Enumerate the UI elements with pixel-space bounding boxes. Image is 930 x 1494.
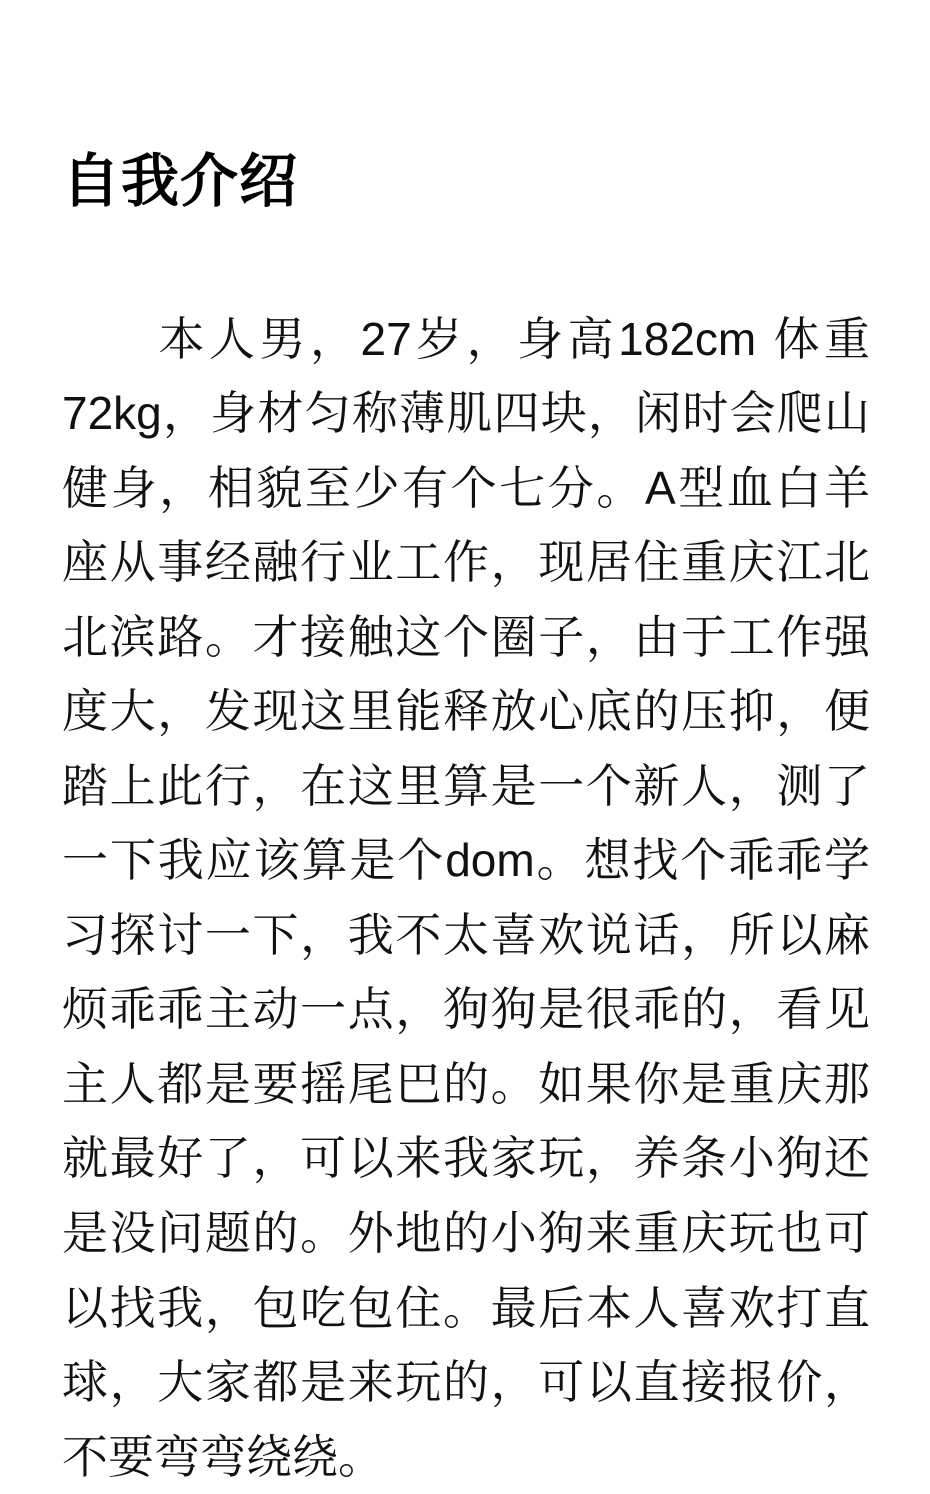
paragraph-text: 本人男，27岁，身高182cm 体重72kg，身材匀称薄肌四块，闲时会爬山健身，相貌至少有个七分。A型血白羊座从事经融行业工作，现居住重庆江北北滨路。才接触这个圈子，由于工作强度大，发现这里能释放心底的压抑，便踏上此行，在这里算是一个新人，测了一下我应该算是个dom。想找个乖乖学习探讨一下，我不太喜欢说话，所以麻烦乖乖主动一点，狗狗是很乖的，看见主人都是要摇尾巴的。如果你是重庆那就最好了，可以来我家玩，养条小狗还是没问题的。外地的小狗来重庆玩也可以找我，包吃包住。最后本人喜欢打直球，大家都是来玩的，可以直接报价，不要弯弯绕绕。 [62, 312, 870, 1483]
body-paragraph [62, 302, 870, 1494]
page-title: 自我介绍 [62, 149, 299, 214]
